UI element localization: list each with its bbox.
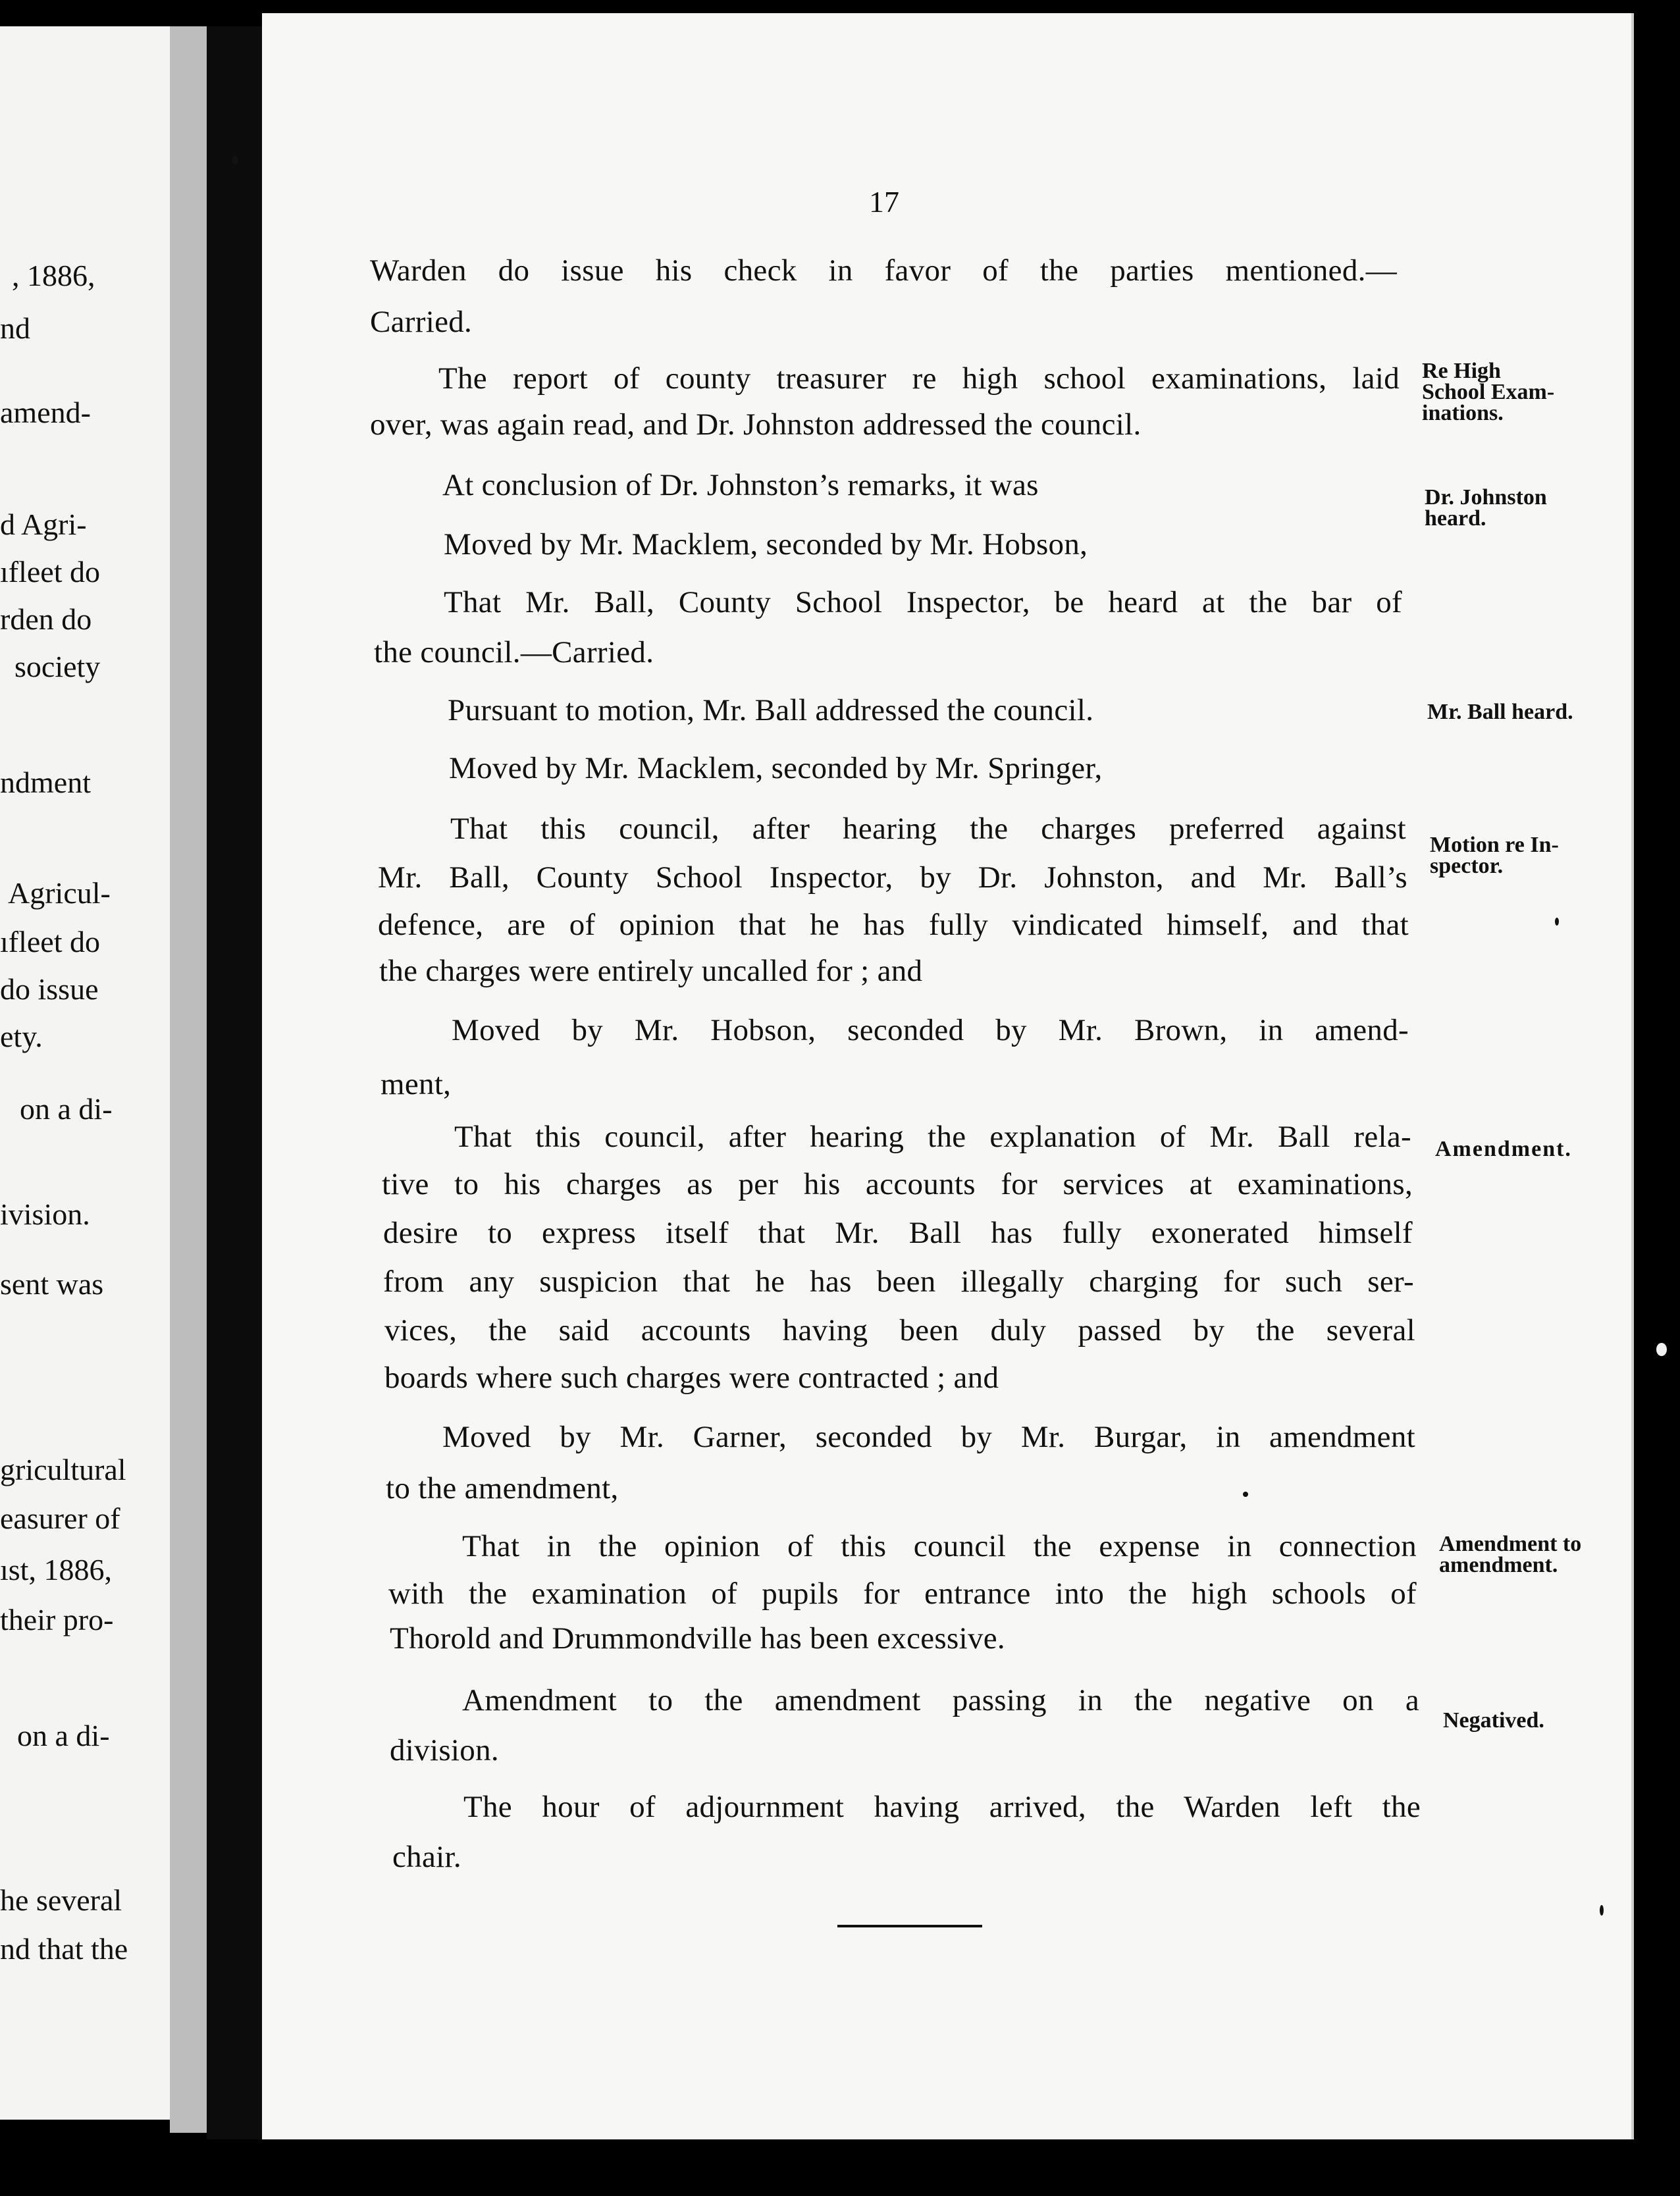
margin-note-line: Dr. Johnston [1425,485,1547,510]
text-line: That in the opinion of this council the expense in connection [462,1529,1417,1563]
book-spine [207,26,267,2139]
left-page-fragment: ıfleet do [0,555,100,588]
margin-note-ball-heard [1427,702,1573,723]
text-line: Moved by Mr. Macklem, seconded by Mr. Hobson, [444,527,1088,562]
scan-speck [1243,1492,1248,1497]
text-line: Warden do issue his check in favor of the parties mentioned.— [370,253,1397,288]
left-page-fragment: gricultural [0,1453,126,1486]
text-line: from any suspicion that he has been illegally charging for such ser- [383,1265,1414,1299]
page-edge [1631,13,1634,2139]
left-page-fragment: on a di- [17,1719,110,1752]
margin-note-line: inations. [1422,401,1504,425]
margin-note-line: heard. [1425,506,1486,531]
left-page-fragment: on a di- [20,1092,113,1126]
page-number: 17 [869,185,899,219]
left-page-fragment: ivision. [0,1197,90,1231]
text-line: Pursuant to motion, Mr. Ball addressed the council. [448,693,1094,727]
text-line: with the examination of pupils for entrance into the high schools of [388,1577,1417,1611]
left-page-fragment: ndment [0,766,91,799]
margin-note-line: spector. [1430,854,1504,878]
scan-speck [1656,1343,1667,1356]
margin-note-johnston-heard [1425,487,1547,529]
margin-note-line: Negatived. [1443,1708,1544,1733]
margin-note-line: Motion re In- [1430,833,1559,857]
text-line: That this council, after hearing the explanation of Mr. Ball rela- [454,1120,1411,1154]
left-page-fragment: Agricul- [8,876,111,910]
margin-note-line: Re High [1422,359,1501,383]
text-line: That Mr. Ball, County School Inspector, be heard at the bar of [444,585,1402,619]
text-line: chair. [392,1840,461,1874]
text-line: tive to his charges as per his accounts for services at examinations, [382,1167,1413,1201]
text-line: Moved by Mr. Garner, seconded by Mr. Burgar, in amendment [442,1420,1415,1454]
text-line: At conclusion of Dr. Johnston’s remarks, it was [442,468,1039,502]
text-line: boards where such charges were contracted ; and [384,1361,999,1395]
margin-note-line: Amendment. [1435,1137,1572,1161]
margin-note-line: amendment. [1439,1553,1558,1577]
left-page-fragment: society [14,650,101,683]
text-line: desire to express itself that Mr. Ball has fully exonerated himself [383,1216,1413,1250]
left-page-fragment: nd that the [0,1932,128,1966]
page-gutter-shadow [170,26,207,2133]
left-page-fragment: he several [0,1883,122,1917]
text-line: The report of county treasurer re high school examinations, laid [438,361,1400,396]
text-line: vices, the said accounts having been duly passed by the several [384,1313,1415,1347]
scan-speck [1600,1905,1604,1916]
margin-note-line: School Exam- [1422,380,1555,404]
margin-note-negatived [1443,1710,1544,1731]
text-line: Carried. [370,305,473,339]
left-page-fragment: amend- [0,396,91,429]
left-page-fragment: nd [0,311,30,345]
scan-speck [232,155,238,165]
margin-note-line: Mr. Ball heard. [1427,700,1573,724]
left-page-fragment: do issue [0,972,99,1006]
left-page-fragment: easurer of [0,1502,120,1535]
scan-speck [1555,918,1559,926]
text-line: That this council, after hearing the charges preferred against [450,812,1406,846]
text-line: Thorold and Drummondville has been excessive. [390,1621,1005,1656]
left-page-fragment: d Agri- [0,508,87,541]
margin-note-high-school-exams [1422,361,1554,424]
margin-note-line: Amendment to [1439,1532,1582,1556]
text-line: Moved by Mr. Hobson, seconded by Mr. Brown, in amend- [452,1013,1409,1047]
text-line: The hour of adjournment having arrived, the Warden left the [463,1790,1421,1824]
margin-note-amendment-to-amendment [1439,1534,1581,1576]
margin-note-motion-inspector [1430,835,1559,877]
text-line: ment, [381,1067,452,1101]
text-line: Moved by Mr. Macklem, seconded by Mr. Springer, [449,751,1103,785]
section-end-rule [837,1925,982,1927]
left-page-fragment: sent was [0,1267,104,1301]
left-page-fragment: ıst, 1886, [0,1553,112,1586]
left-page [0,26,172,2120]
left-page-fragment: , 1886, [12,259,95,292]
text-line: Amendment to the amendment passing in the negative on a [462,1683,1419,1717]
margin-note-amendment [1435,1139,1572,1160]
left-page-fragment: their pro- [0,1603,114,1636]
text-line: Mr. Ball, County School Inspector, by Dr. Johnston, and Mr. Ball’s [378,860,1407,895]
text-line: the council.—Carried. [374,635,654,669]
text-line: division. [390,1733,499,1767]
text-line: defence, are of opinion that he has fully vindicated himself, and that [378,908,1409,942]
left-page-fragment: ıfleet do [0,925,100,958]
text-line: over, was again read, and Dr. Johnston addressed the council. [370,407,1142,442]
left-page-fragment: ety. [0,1020,43,1053]
text-line: to the amendment, [386,1471,619,1505]
left-page-fragment: rden do [0,602,92,636]
text-line: the charges were entirely uncalled for ; and [379,954,923,988]
